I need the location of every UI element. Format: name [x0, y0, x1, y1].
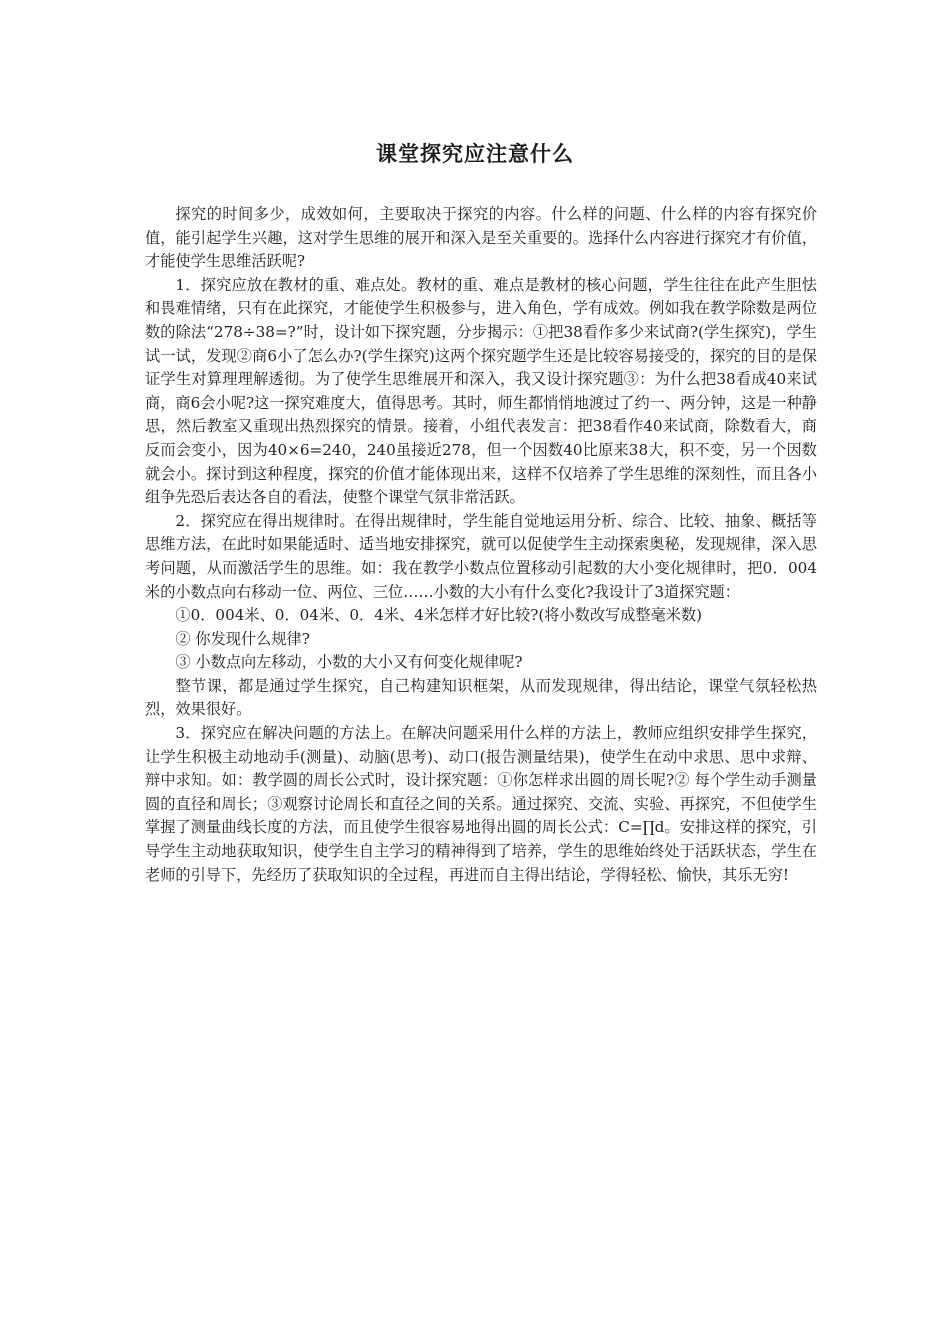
intro-paragraph: 探究的时间多少，成效如何，主要取决于探究的内容。什么样的问题、什么样的内容有探究价值，能引起学生兴趣，这对学生思维的展开和深入是至关重要的。选择什么内容进行探究才有价值，才能使学生思维活跃呢? — [145, 205, 817, 271]
section-1-paragraph: 1．探究应放在教材的重、难点处。教材的重、难点是教材的核心问题，学生往往在此产生胆怯和畏难情绪，只有在此探究，才能使学生积极参与，进入角色，学有成效。例如我在教学除数是两位数的除法“278÷38=?”时，设计如下探究题，分步揭示：①把38看作多少来试商?(学生探究)，学生试一试，发现②商6小了怎么办?(学生探究)这两个探究题学生还是比较容易接受的，探究的目的是保证学生对算理理解透彻。为了使学生思维展开和深入，我又设计探究题③：为什么把38看成40来试商，商6会小呢?这一探究难度大，值得思考。其时，师生都悄悄地渡过了约一、两分钟，这是一种静思，然后教室又重现出热烈探究的情景。接着，小组代表发言：把38看作40来试商，除数看大，商反而会变小，因为40×6=240，240虽接近278，但一个因数40比原来38大，积不变，另一个因数就会小。探讨到这种程度，探究的价值才能体现出来，这样不仅培养了学生思维的深刻性，而且各小组争先恐后表达各自的看法，使整个课堂气氛非常活跃。 — [145, 275, 817, 507]
question-3-paragraph: ③ 小数点向左移动，小数的大小又有何变化规律呢? — [175, 653, 523, 672]
section-2-paragraph: 2．探究应在得出规律时。在得出规律时，学生能自觉地运用分析、综合、比较、抽象、概括等思维方法，在此时如果能适时、适当地安排探究，就可以促使学生主动探索奥秘，发现规律，深入思考问题，从而激活学生的思维。如：我在教学小数点位置移动引起数的大小变化规律时，把0．004米的小数点向右移动一位、两位、三位……小数的大小有什么变化?我设计了3道探究题： — [145, 511, 817, 601]
document-body — [145, 203, 817, 887]
document-title: 课堂探究应注意什么 — [376, 142, 574, 166]
question-2-paragraph: ② 你发现什么规律? — [175, 629, 310, 648]
question-1-paragraph: ①0．004米、0．04米、0．4米、4米怎样才好比较?(将小数改写成整毫米数) — [175, 606, 703, 625]
summary-paragraph: 整节课，都是通过学生探究，自己构建知识框架，从而发现规律，得出结论，课堂气氛轻松热烈，效果很好。 — [145, 676, 817, 719]
section-3-paragraph: 3．探究应在解决问题的方法上。在解决问题采用什么样的方法上，教师应组织安排学生探究，让学生积极主动地动手(测量)、动脑(思考)、动口(报告测量结果)，使学生在动中求思、思中求辩、辩中求知。如：教学圆的周长公式时，设计探究题：①你怎样求出圆的周长呢?② 每个学生动手测量圆的直径和周长；③观察讨论周长和直径之间的关系。通过探究、交流、实验、再探究，不但使学生掌握了测量曲线长度的方法，而且使学生很容易地得出圆的周长公式：C=∏d。安排这样的探究，引导学生主动地获取知识，使学生自主学习的精神得到了培养，学生的思维始终处于活跃状态，学生在老师的引导下，先经历了获取知识的全过程，再进而自主得出结论，学得轻松、愉快，其乐无穷! — [145, 724, 817, 884]
